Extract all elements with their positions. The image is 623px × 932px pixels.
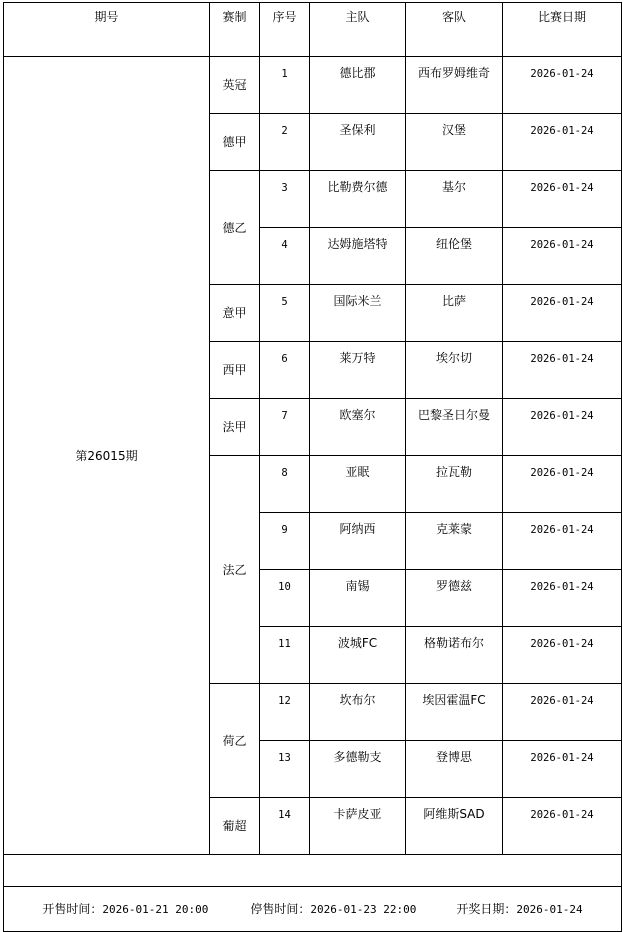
- match-date-cell: 2026-01-24: [503, 798, 622, 855]
- away-team-cell: 埃尔切: [406, 342, 503, 399]
- away-team-cell: 汉堡: [406, 114, 503, 171]
- seq-cell: 11: [260, 627, 310, 684]
- footer-cell: [4, 887, 622, 932]
- footer-row: [4, 887, 622, 932]
- sale-stop-value: 2026-01-23 22:00: [310, 903, 417, 916]
- home-team-cell: 德比郡: [310, 57, 406, 114]
- header-away: 客队: [406, 3, 503, 57]
- sale-stop: [250, 903, 416, 915]
- home-team-cell: 卡萨皮亚: [310, 798, 406, 855]
- away-team-cell: 格勒诺布尔: [406, 627, 503, 684]
- home-team-cell: 阿纳西: [310, 513, 406, 570]
- match-date-cell: 2026-01-24: [503, 342, 622, 399]
- home-team-cell: 国际米兰: [310, 285, 406, 342]
- seq-cell: 10: [260, 570, 310, 627]
- away-team-cell: 西布罗姆维奇: [406, 57, 503, 114]
- sale-start-value: 2026-01-21 20:00: [102, 903, 209, 916]
- seq-cell: 12: [260, 684, 310, 741]
- away-team-cell: 比萨: [406, 285, 503, 342]
- schedule-table: [3, 2, 622, 932]
- header-home: 主队: [310, 3, 406, 57]
- header-seq: 序号: [260, 3, 310, 57]
- draw-date-value: 2026-01-24: [516, 903, 583, 916]
- home-team-cell: 比勒费尔德: [310, 171, 406, 228]
- seq-cell: 8: [260, 456, 310, 513]
- away-team-cell: 罗德兹: [406, 570, 503, 627]
- home-team-cell: 坎布尔: [310, 684, 406, 741]
- match-date-cell: 2026-01-24: [503, 114, 622, 171]
- seq-cell: 2: [260, 114, 310, 171]
- away-team-cell: 埃因霍温FC: [406, 684, 503, 741]
- match-date-cell: 2026-01-24: [503, 684, 622, 741]
- league-cell: 西甲: [210, 342, 260, 399]
- home-team-cell: 圣保利: [310, 114, 406, 171]
- seq-cell: 7: [260, 399, 310, 456]
- league-cell: 法甲: [210, 399, 260, 456]
- header-date: 比赛日期: [503, 3, 622, 57]
- match-date-cell: 2026-01-24: [503, 57, 622, 114]
- sale-start-label: 开售时间：: [42, 902, 103, 916]
- match-date-cell: 2026-01-24: [503, 171, 622, 228]
- home-team-cell: 欧塞尔: [310, 399, 406, 456]
- schedule-sheet: [3, 2, 622, 932]
- seq-cell: 6: [260, 342, 310, 399]
- league-cell: 德乙: [210, 171, 260, 285]
- away-team-cell: 登博思: [406, 741, 503, 798]
- match-date-cell: 2026-01-24: [503, 627, 622, 684]
- seq-cell: 14: [260, 798, 310, 855]
- header-issue: 期号: [4, 3, 210, 57]
- issue-number: 第26015期: [4, 57, 210, 855]
- league-cell: 德甲: [210, 114, 260, 171]
- away-team-cell: 基尔: [406, 171, 503, 228]
- seq-cell: 13: [260, 741, 310, 798]
- away-team-cell: 阿维斯SAD: [406, 798, 503, 855]
- home-team-cell: 达姆施塔特: [310, 228, 406, 285]
- seq-cell: 4: [260, 228, 310, 285]
- match-date-cell: 2026-01-24: [503, 228, 622, 285]
- away-team-cell: 克莱蒙: [406, 513, 503, 570]
- seq-cell: 3: [260, 171, 310, 228]
- sale-start: [42, 903, 208, 915]
- sale-stop-label: 停售时间：: [250, 902, 311, 916]
- seq-cell: 9: [260, 513, 310, 570]
- home-team-cell: 莱万特: [310, 342, 406, 399]
- match-date-cell: 2026-01-24: [503, 741, 622, 798]
- home-team-cell: 波城FC: [310, 627, 406, 684]
- header-row: [4, 3, 622, 57]
- match-date-cell: 2026-01-24: [503, 513, 622, 570]
- home-team-cell: 亚眠: [310, 456, 406, 513]
- draw-date: [456, 903, 582, 915]
- league-cell: 法乙: [210, 456, 260, 684]
- table-row: [4, 57, 622, 114]
- away-team-cell: 巴黎圣日尔曼: [406, 399, 503, 456]
- league-cell: 英冠: [210, 57, 260, 114]
- away-team-cell: 纽伦堡: [406, 228, 503, 285]
- match-date-cell: 2026-01-24: [503, 285, 622, 342]
- league-cell: 葡超: [210, 798, 260, 855]
- seq-cell: 1: [260, 57, 310, 114]
- league-cell: 荷乙: [210, 684, 260, 798]
- home-team-cell: 多德勒支: [310, 741, 406, 798]
- match-date-cell: 2026-01-24: [503, 456, 622, 513]
- home-team-cell: 南锡: [310, 570, 406, 627]
- league-cell: 意甲: [210, 285, 260, 342]
- away-team-cell: 拉瓦勒: [406, 456, 503, 513]
- blank-row: [4, 855, 622, 887]
- seq-cell: 5: [260, 285, 310, 342]
- draw-date-label: 开奖日期：: [456, 902, 517, 916]
- match-date-cell: 2026-01-24: [503, 570, 622, 627]
- match-date-cell: 2026-01-24: [503, 399, 622, 456]
- blank-cell: [4, 855, 622, 887]
- header-league: 赛制: [210, 3, 260, 57]
